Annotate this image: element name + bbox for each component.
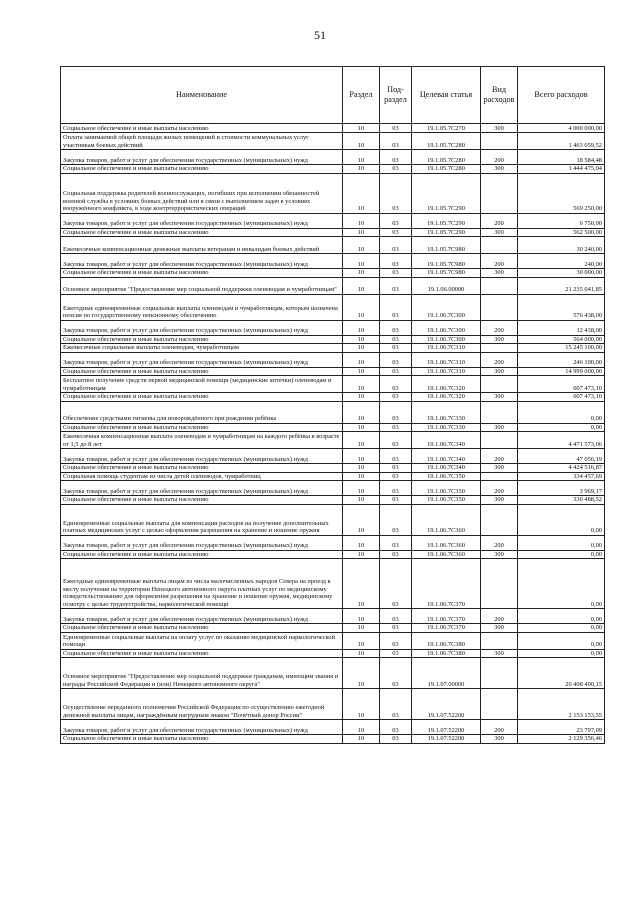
cell-subsection: 03 [380,689,412,720]
cell-name: Закупка товаров, работ и услуг для обеспечения государственных (муниципальных) нужд [61,449,343,464]
cell-total: 607 473,10 [518,376,605,393]
cell-expense-type: 300 [481,464,518,473]
cell-section: 10 [343,649,380,658]
cell-name: Социальное обеспечение и иные выплаты населению [61,624,343,633]
cell-target-article: 19.1.05.7С980 [412,269,481,278]
cell-expense-type: 300 [481,393,518,402]
cell-target-article: 19.1.06.7С300 [412,294,481,320]
table-row [61,432,605,449]
cell-subsection: 03 [380,649,412,658]
table-row [61,401,605,423]
cell-expense-type: 300 [481,624,518,633]
cell-expense-type: 200 [481,720,518,735]
cell-section: 10 [343,504,380,535]
cell-target-article: 19.1.06.7С310 [412,367,481,376]
cell-section: 10 [343,735,380,744]
cell-section: 10 [343,624,380,633]
cell-section: 10 [343,165,380,174]
table-row [61,481,605,496]
cell-target-article: 19.1.06.7С370 [412,624,481,633]
cell-total: 18 584,48 [518,150,605,165]
cell-target-article: 19.1.06.7С380 [412,649,481,658]
cell-section: 10 [343,535,380,550]
cell-total: 0,00 [518,504,605,535]
cell-subsection: 03 [380,464,412,473]
cell-section: 10 [343,496,380,505]
cell-name: Ежемесячная компенсационная выплата оленеводам и чумработницам на каждого ребёнка в возрасте от 1,5 до 8 лет [61,432,343,449]
cell-subsection: 03 [380,320,412,335]
cell-target-article: 19.1.06.7С310 [412,344,481,353]
cell-target-article: 19.1.06.7С330 [412,401,481,423]
cell-subsection: 03 [380,559,412,609]
table-row [61,277,605,294]
cell-expense-type: 200 [481,352,518,367]
cell-target-article: 19.1.06.7С370 [412,559,481,609]
cell-total: 20 408 490,15 [518,658,605,689]
table-row [61,550,605,559]
table-row [61,228,605,237]
cell-target-article: 19.1.06.7С330 [412,423,481,432]
cell-total: 15 245 100,00 [518,344,605,353]
table-header-row [61,67,605,124]
cell-name: Основное мероприятие "Предоставление мер социальной поддержки оленеводам и чумработницам" [61,277,343,294]
table-row [61,535,605,550]
cell-total: 4 000 000,00 [518,124,605,133]
cell-expense-type: 300 [481,649,518,658]
cell-total: 334 457,69 [518,472,605,481]
cell-subsection: 03 [380,367,412,376]
cell-target-article: 19.1.06.7С360 [412,504,481,535]
cell-name: Единовременные социальные выплаты на оплату услуг по оказанию медицинской наркологической помощи [61,632,343,649]
cell-expense-type [481,689,518,720]
cell-subsection: 03 [380,449,412,464]
cell-expense-type [481,472,518,481]
cell-subsection: 03 [380,401,412,423]
cell-name: Социальное обеспечение и иные выплаты населению [61,464,343,473]
cell-subsection: 03 [380,344,412,353]
header-expense-type: Вид расходов [481,67,518,124]
cell-target-article: 19.1.05.7С280 [412,133,481,150]
cell-target-article: 19.1.06.00000 [412,277,481,294]
cell-expense-type [481,432,518,449]
cell-target-article: 19.1.07.52200 [412,735,481,744]
cell-name: Социальное обеспечение и иные выплаты населению [61,367,343,376]
cell-name: Закупка товаров, работ и услуг для обеспечения государственных (муниципальных) нужд [61,720,343,735]
cell-subsection: 03 [380,432,412,449]
cell-target-article: 19.1.06.7С380 [412,632,481,649]
cell-section: 10 [343,393,380,402]
cell-name: Осуществление переданного полномочия Российской Федерации по осуществлению ежегодной денежной выплаты лицам, награждённым нагрудным знаком "Почётный донор России" [61,689,343,720]
cell-target-article: 19.1.07.52200 [412,689,481,720]
cell-expense-type [481,294,518,320]
cell-total: 576 438,00 [518,294,605,320]
table-row [61,649,605,658]
cell-section: 10 [343,150,380,165]
cell-subsection: 03 [380,550,412,559]
table-row [61,124,605,133]
cell-name: Социальная помощь студентам из числа детей оленеводов, чумработниц [61,472,343,481]
cell-total: 6 750,00 [518,213,605,228]
cell-target-article: 19.1.06.7С310 [412,352,481,367]
cell-total: 246 100,00 [518,352,605,367]
cell-target-article: 19.1.06.7С350 [412,472,481,481]
cell-expense-type [481,658,518,689]
cell-section: 10 [343,689,380,720]
cell-total: 4 471 573,06 [518,432,605,449]
cell-expense-type: 300 [481,228,518,237]
cell-target-article: 19.1.06.7С300 [412,320,481,335]
cell-subsection: 03 [380,228,412,237]
table-row [61,367,605,376]
cell-subsection: 03 [380,632,412,649]
cell-expense-type: 300 [481,367,518,376]
cell-target-article: 19.1.05.7С980 [412,237,481,254]
cell-name: Ежегодные единовременные социальные выплаты оленеводам и чумработницам, которым назначена пенсия по государственному пенсионному обеспечению [61,294,343,320]
cell-target-article: 19.1.05.7С280 [412,165,481,174]
cell-name: Закупка товаров, работ и услуг для обеспечения государственных (муниципальных) нужд [61,320,343,335]
cell-name: Основное мероприятие "Предоставление мер социальной поддержки гражданам, имеющим звания и награды Российской Федерации и (или) Ненецкого автономного округа" [61,658,343,689]
cell-expense-type: 200 [481,150,518,165]
table-row [61,423,605,432]
cell-target-article: 19.1.06.7С340 [412,432,481,449]
cell-section: 10 [343,449,380,464]
cell-subsection: 03 [380,393,412,402]
cell-expense-type [481,559,518,609]
cell-name: Социальная поддержка родителей военнослужащих, погибших при исполнении обязанностей военной службы в условиях боевых действий или в связи с выполнением задач в условиях вооружённого конфликта, в ходе контртеррористических операций [61,173,343,213]
cell-target-article: 19.1.07.00000 [412,658,481,689]
cell-section: 10 [343,335,380,344]
cell-section: 10 [343,720,380,735]
table-row [61,237,605,254]
table-row [61,173,605,213]
cell-name: Закупка товаров, работ и услуг для обеспечения государственных (муниципальных) нужд [61,213,343,228]
cell-section: 10 [343,464,380,473]
cell-total: 569 250,00 [518,173,605,213]
cell-name: Социальное обеспечение и иные выплаты населению [61,423,343,432]
cell-section: 10 [343,277,380,294]
cell-total: 0,00 [518,649,605,658]
cell-target-article: 19.1.05.7С280 [412,150,481,165]
cell-total: 4 424 516,87 [518,464,605,473]
cell-target-article: 19.1.05.7С980 [412,254,481,269]
budget-table [60,66,605,744]
table-row [61,133,605,150]
cell-total: 1 444 475,04 [518,165,605,174]
table-row [61,393,605,402]
cell-subsection: 03 [380,376,412,393]
cell-target-article: 19.1.07.52200 [412,720,481,735]
cell-subsection: 03 [380,133,412,150]
cell-name: Социальное обеспечение и иные выплаты населению [61,165,343,174]
cell-expense-type: 300 [481,550,518,559]
cell-name: Единовременные социальные выплаты для компенсации расходов на получение дополнительных платных медицинских услуг с целью оформления разрешения на хранение и ношение оружия [61,504,343,535]
cell-subsection: 03 [380,173,412,213]
cell-total: 30 000,00 [518,269,605,278]
table-row [61,496,605,505]
cell-section: 10 [343,658,380,689]
cell-subsection: 03 [380,504,412,535]
cell-subsection: 03 [380,124,412,133]
table-row [61,320,605,335]
cell-section: 10 [343,254,380,269]
cell-subsection: 03 [380,269,412,278]
cell-target-article: 19.1.06.7С370 [412,609,481,624]
cell-total: 14 999 000,00 [518,367,605,376]
cell-subsection: 03 [380,423,412,432]
cell-target-article: 19.1.05.7С270 [412,124,481,133]
cell-name: Закупка товаров, работ и услуг для обеспечения государственных (муниципальных) нужд [61,352,343,367]
cell-target-article: 19.1.06.7С340 [412,464,481,473]
cell-total: 562 500,00 [518,228,605,237]
table-row [61,472,605,481]
cell-subsection: 03 [380,496,412,505]
cell-total: 607 473,10 [518,393,605,402]
cell-subsection: 03 [380,472,412,481]
table-row [61,449,605,464]
cell-section: 10 [343,472,380,481]
cell-name: Социальное обеспечение и иные выплаты населению [61,393,343,402]
cell-section: 10 [343,124,380,133]
cell-section: 10 [343,133,380,150]
cell-section: 10 [343,609,380,624]
cell-expense-type: 200 [481,481,518,496]
table-row [61,352,605,367]
cell-subsection: 03 [380,352,412,367]
table-row [61,464,605,473]
header-target-article: Целевая статья [412,67,481,124]
cell-target-article: 19.1.06.7С340 [412,449,481,464]
cell-expense-type [481,376,518,393]
cell-expense-type: 200 [481,254,518,269]
cell-subsection: 03 [380,254,412,269]
cell-total: 0,00 [518,632,605,649]
cell-name: Социальное обеспечение и иные выплаты населению [61,335,343,344]
cell-total: 330 488,52 [518,496,605,505]
cell-expense-type: 200 [481,449,518,464]
table-row [61,165,605,174]
table-row [61,150,605,165]
cell-section: 10 [343,550,380,559]
cell-subsection: 03 [380,294,412,320]
cell-expense-type: 300 [481,269,518,278]
cell-name: Социальное обеспечение и иные выплаты населению [61,228,343,237]
table-row [61,632,605,649]
table-row [61,269,605,278]
cell-subsection: 03 [380,213,412,228]
table-row [61,559,605,609]
cell-target-article: 19.1.06.7С350 [412,496,481,505]
cell-total: 0,00 [518,624,605,633]
cell-name: Ежемесячные социальные выплаты оленеводам, чумработницам [61,344,343,353]
cell-expense-type: 200 [481,213,518,228]
cell-total: 0,00 [518,550,605,559]
cell-section: 10 [343,559,380,609]
cell-section: 10 [343,228,380,237]
cell-expense-type: 300 [481,423,518,432]
cell-expense-type [481,277,518,294]
cell-section: 10 [343,376,380,393]
cell-expense-type: 200 [481,320,518,335]
cell-section: 10 [343,432,380,449]
cell-expense-type [481,237,518,254]
cell-name: Социальное обеспечение и иные выплаты населению [61,735,343,744]
cell-subsection: 03 [380,658,412,689]
cell-subsection: 03 [380,609,412,624]
header-name: Наименование [61,67,343,124]
table-row [61,689,605,720]
cell-section: 10 [343,173,380,213]
cell-name: Закупка товаров, работ и услуг для обеспечения государственных (муниципальных) нужд [61,609,343,624]
cell-expense-type [481,504,518,535]
cell-subsection: 03 [380,335,412,344]
cell-section: 10 [343,632,380,649]
cell-expense-type: 300 [481,124,518,133]
table-row [61,624,605,633]
cell-section: 10 [343,481,380,496]
table-row [61,504,605,535]
cell-subsection: 03 [380,535,412,550]
cell-total: 2 129 356,46 [518,735,605,744]
cell-name: Ежегодные единовременные выплаты лицам из числа малочисленных народов Севера на проезд к месту получения на территории Ненецкого автономного округа платных услуг по медицинскому освидетельствованию для оформления разрешения на хранение и ношение оружия, медицинскому осмотру с целью трудоустройства, наркологической помощи [61,559,343,609]
table-row [61,294,605,320]
cell-subsection: 03 [380,735,412,744]
cell-target-article: 19.1.05.7С290 [412,213,481,228]
cell-expense-type: 300 [481,335,518,344]
cell-total: 12 438,00 [518,320,605,335]
cell-target-article: 19.1.05.7С290 [412,228,481,237]
table-row [61,376,605,393]
cell-name: Ежемесячные компенсационные денежные выплаты ветеранам и инвалидам боевых действий [61,237,343,254]
cell-total: 3 969,17 [518,481,605,496]
cell-section: 10 [343,344,380,353]
cell-name: Оплата занимаемой общей площади жилых помещений и стоимости коммунальных услуг участникам боевых действий [61,133,343,150]
cell-target-article: 19.1.06.7С300 [412,335,481,344]
cell-expense-type: 300 [481,735,518,744]
cell-target-article: 19.1.06.7С350 [412,481,481,496]
cell-subsection: 03 [380,150,412,165]
header-total-expenses: Всего расходов [518,67,605,124]
cell-target-article: 19.1.06.7С360 [412,550,481,559]
cell-subsection: 03 [380,624,412,633]
cell-expense-type: 300 [481,496,518,505]
cell-name: Закупка товаров, работ и услуг для обеспечения государственных (муниципальных) нужд [61,150,343,165]
cell-section: 10 [343,269,380,278]
table-row [61,254,605,269]
cell-total: 240,00 [518,254,605,269]
cell-total: 0,00 [518,559,605,609]
table-row [61,609,605,624]
cell-section: 10 [343,237,380,254]
cell-total: 23 797,09 [518,720,605,735]
cell-total: 47 056,19 [518,449,605,464]
cell-target-article: 19.1.05.7С290 [412,173,481,213]
cell-name: Закупка товаров, работ и услуг для обеспечения государственных (муниципальных) нужд [61,535,343,550]
cell-name: Закупка товаров, работ и услуг для обеспечения государственных (муниципальных) нужд [61,481,343,496]
table-row [61,213,605,228]
cell-expense-type [481,133,518,150]
cell-name: Обеспечение средствами гигиены для новорождённого при рождении ребёнка [61,401,343,423]
cell-total: 30 240,00 [518,237,605,254]
cell-expense-type [481,344,518,353]
header-section: Раздел [343,67,380,124]
cell-section: 10 [343,294,380,320]
cell-section: 10 [343,367,380,376]
cell-name: Социальное обеспечение и иные выплаты населению [61,124,343,133]
cell-expense-type: 200 [481,535,518,550]
table-row [61,735,605,744]
cell-subsection: 03 [380,165,412,174]
cell-expense-type [481,401,518,423]
table-row [61,344,605,353]
cell-total: 0,00 [518,609,605,624]
cell-subsection: 03 [380,720,412,735]
cell-total: 564 000,00 [518,335,605,344]
cell-total: 0,00 [518,423,605,432]
cell-name: Социальное обеспечение и иные выплаты населению [61,496,343,505]
cell-total: 1 463 059,52 [518,133,605,150]
cell-name: Социальное обеспечение и иные выплаты населению [61,269,343,278]
table-body [61,124,605,744]
cell-name: Бесплатное получение средств первой медицинской помощи (медицинские аптечки) оленеводам и чумработницам [61,376,343,393]
cell-expense-type [481,173,518,213]
cell-name: Закупка товаров, работ и услуг для обеспечения государственных (муниципальных) нужд [61,254,343,269]
table-row [61,335,605,344]
cell-subsection: 03 [380,481,412,496]
page-number: 51 [314,28,326,42]
cell-section: 10 [343,401,380,423]
cell-expense-type [481,632,518,649]
cell-target-article: 19.1.06.7С320 [412,376,481,393]
cell-section: 10 [343,352,380,367]
cell-target-article: 19.1.06.7С360 [412,535,481,550]
cell-total: 0,00 [518,401,605,423]
cell-section: 10 [343,423,380,432]
header-subsection: Под-раздел [380,67,412,124]
cell-expense-type: 300 [481,165,518,174]
cell-target-article: 19.1.06.7С320 [412,393,481,402]
cell-total: 2 153 153,55 [518,689,605,720]
cell-subsection: 03 [380,237,412,254]
cell-total: 0,00 [518,535,605,550]
cell-section: 10 [343,320,380,335]
table-row [61,720,605,735]
cell-name: Социальное обеспечение и иные выплаты населению [61,649,343,658]
cell-total: 21 235 041,85 [518,277,605,294]
cell-name: Социальное обеспечение и иные выплаты населению [61,550,343,559]
cell-expense-type: 200 [481,609,518,624]
cell-section: 10 [343,213,380,228]
table-row [61,658,605,689]
cell-subsection: 03 [380,277,412,294]
